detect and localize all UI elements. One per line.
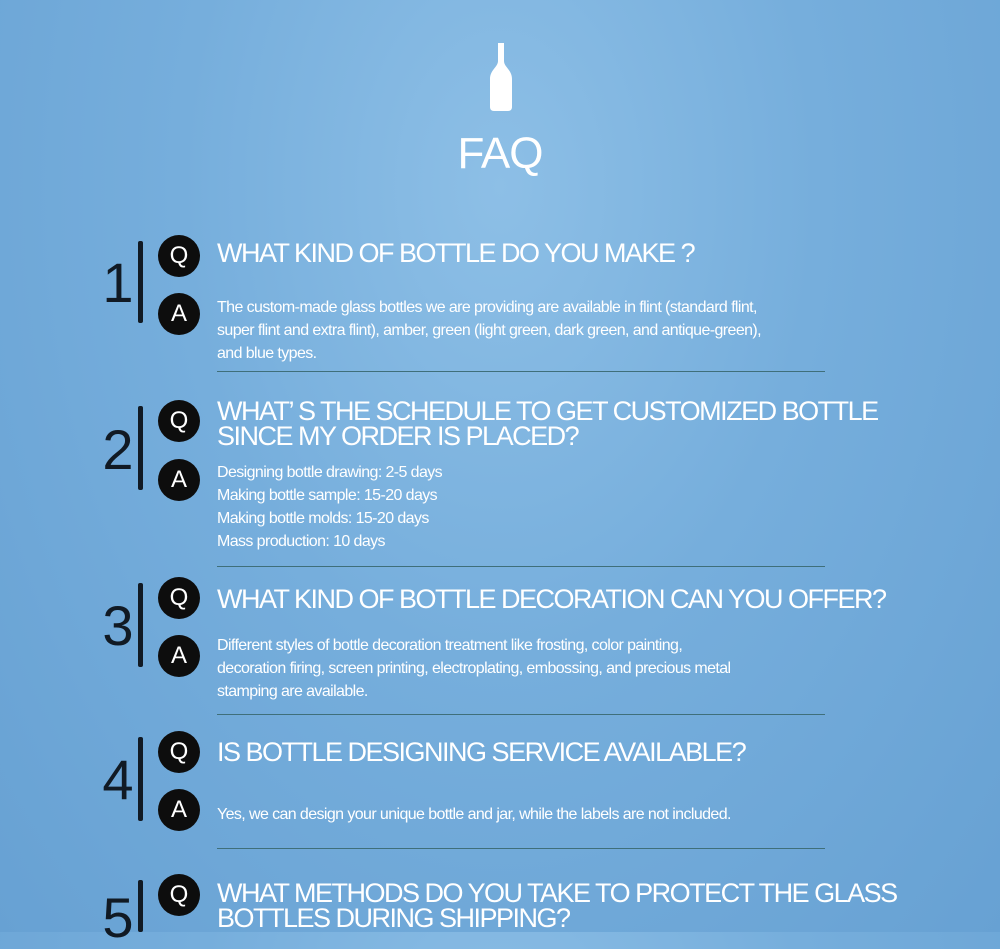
faq-answer [217,803,917,826]
faq-number: 5 [102,886,134,949]
faq-answer [217,634,917,703]
answer-badge: A [158,293,200,335]
answer-line: super flint and extra flint), amber, green (light green, dark green, and antique-green), [217,322,761,339]
answer-line: The custom-made glass bottles we are providing are available in flint (standard flint, [217,299,757,316]
faq-divider-bar [138,583,143,667]
answer-line: Different styles of bottle decoration treatment like frosting, color painting, [217,637,683,654]
answer-line: and blue types. [217,345,317,362]
question-badge: Q [158,577,200,619]
faq-question: IS BOTTLE DESIGNING SERVICE AVAILABLE? [217,737,746,767]
answer-badge: A [158,459,200,501]
divider [217,371,825,372]
faq-divider-bar [138,737,143,821]
answer-line: stamping are available. [217,683,368,700]
question-badge: Q [158,235,200,277]
divider [217,714,825,715]
answer-line: Designing bottle drawing: 2-5 days [217,464,443,481]
answer-line: Yes, we can design your unique bottle and jar, while the labels are not included. [217,806,731,823]
answer-badge: A [158,789,200,831]
question-badge: Q [158,874,200,916]
answer-badge: A [158,635,200,677]
faq-divider-bar [138,406,143,490]
faq-number: 2 [102,418,134,481]
answer-line: Making bottle molds: 15-20 days [217,510,429,527]
answer-line: Making bottle sample: 15-20 days [217,487,438,504]
faq-question: WHAT METHODS DO YOU TAKE TO PROTECT THE GLASS BOTTLES DURING SHIPPING? [217,878,897,933]
faq-divider-bar [138,880,143,932]
faq-number: 3 [102,594,134,657]
answer-line: decoration firing, screen printing, electroplating, embossing, and precious metal [217,660,731,677]
bottle-icon [490,43,512,111]
divider [217,566,825,567]
faq-question: WHAT’ S THE SCHEDULE TO GET CUSTOMIZED BOTTLE SINCE MY ORDER IS PLACED? [217,396,878,451]
question-badge: Q [158,400,200,442]
faq-number: 4 [102,748,134,811]
faq-number: 1 [102,251,134,314]
faq-answer [217,461,917,553]
faq-question: WHAT KIND OF BOTTLE DO YOU MAKE ? [217,238,695,268]
faq-divider-bar [138,241,143,323]
divider [217,848,825,849]
faq-answer [217,296,917,365]
page-title: FAQ [457,129,543,178]
answer-line: Mass production: 10 days [217,533,385,550]
faq-question: WHAT KIND OF BOTTLE DECORATION CAN YOU OFFER? [217,584,886,614]
question-badge: Q [158,731,200,773]
